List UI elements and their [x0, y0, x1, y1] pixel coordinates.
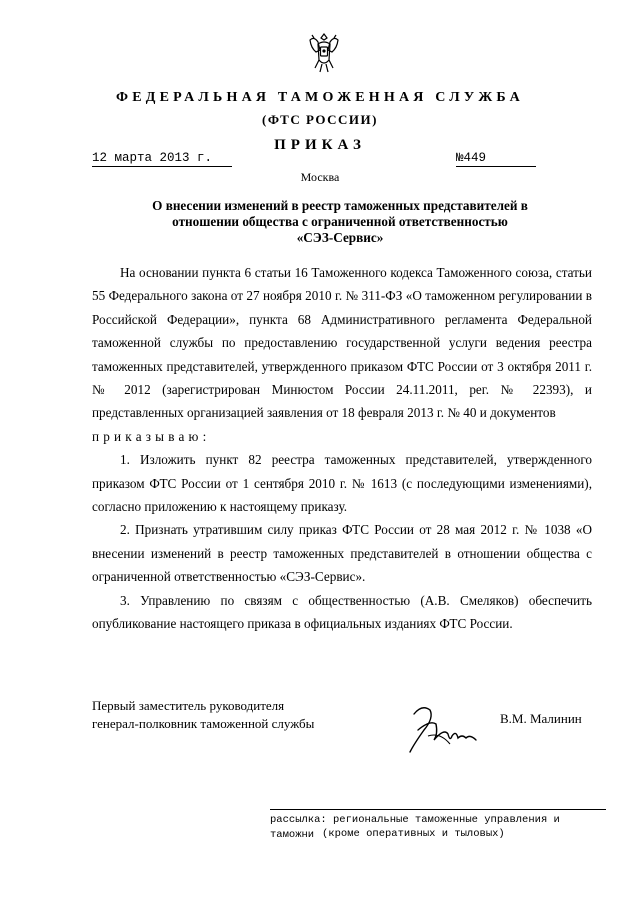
signatory-name: В.М. Малинин: [500, 711, 582, 726]
distribution-note: (кроме оперативных и тыловых): [322, 828, 505, 840]
document-number: №449: [456, 151, 536, 167]
handwritten-signature: [400, 700, 480, 760]
distribution-divider: [270, 809, 606, 810]
document-city: Москва: [300, 170, 340, 184]
distribution-list: рассылка: региональные таможенные управления и таможни: [270, 814, 560, 841]
signatory-position: [92, 697, 314, 733]
order-word: приказываю:: [92, 428, 211, 444]
document-type: ПРИКАЗ: [274, 137, 366, 153]
title-line: О внесении изменений в реестр таможенных представителей в: [152, 198, 528, 213]
position-line: Первый заместитель руководителя: [92, 698, 285, 713]
order-item-3: 3. Управлению по связям с общественностью (А.В. Смеляков) обеспечить опубликование настоящего приказа в официальных изданиях ФТС России.: [92, 592, 592, 632]
title-line: «СЭЗ-Сервис»: [296, 230, 384, 245]
order-item-1: 1. Изложить пункт 82 реестра таможенных представителей, утвержденного приказом ФТС России от 1 сентября 2010 г. № 1613 (с последующими изменениями), согласно приложению к настоящему приказу.: [92, 452, 592, 515]
service-name: ФЕДЕРАЛЬНАЯ ТАМОЖЕННАЯ СЛУЖБА: [116, 90, 524, 105]
document-title: [140, 198, 540, 246]
position-line: генерал-полковник таможенной службы: [92, 716, 315, 731]
coat-of-arms-icon: [306, 30, 342, 76]
order-item-2: 2. Признать утратившим силу приказ ФТС России от 28 мая 2012 г. № 1038 «О внесении изменений в реестр таможенных представителей в отношении общества с ограниченной ответственностью «СЭЗ-Сервис».: [92, 522, 592, 585]
title-line: отношении общества с ограниченной ответственностью: [172, 214, 508, 229]
document-date: 12 марта 2013 г.: [92, 151, 232, 167]
document-body: [92, 261, 592, 636]
service-abbreviation: (ФТС РОССИИ): [262, 112, 378, 127]
preamble-paragraph: На основании пункта 6 статьи 16 Таможенного кодекса Таможенного союза, статьи 55 Федерального закона от 27 ноября 2010 г. № 311-ФЗ «О таможенном регулировании в Российской Федерации», пункта 68 Административного регламента Федеральной таможенной службы по предоставлению государственной услуги ведения реестра таможенных представителей, утвержденного приказом ФТС России от 3 октября 2011 г. № 2012 (зарегистрирован Минюстом России 24.11.2011, рег. № 22393), и представленных организацией заявления от 18 февраля 2013 г. № 40 и документов: [92, 265, 592, 421]
